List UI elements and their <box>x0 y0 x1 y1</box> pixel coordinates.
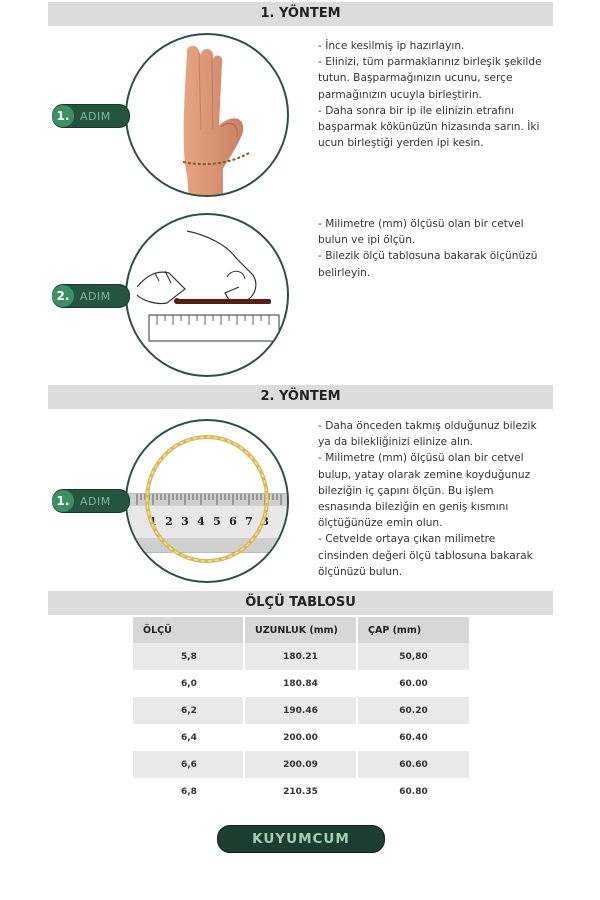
cell-length: 200.00 <box>283 732 318 743</box>
desc-line: bulun ve ipi ölçün. <box>318 234 416 247</box>
method2-title: 2. YÖNTEM <box>48 385 553 409</box>
cell-length: 190.46 <box>245 697 356 724</box>
desc-line: - Daha önceden takmış olduğunuz bilezik <box>318 420 537 432</box>
ruler-number: 3 <box>181 515 189 528</box>
desc-line: başparmak kökünüzün hizasında sarın. İki <box>318 121 540 134</box>
cell-size: 6,2 <box>133 697 243 724</box>
method2-step1-description <box>318 418 558 580</box>
bracelet-ruler-illustration <box>125 419 289 583</box>
ruler-number: 5 <box>213 515 221 528</box>
cell-diameter: 50,80 <box>358 643 469 670</box>
desc-line: - Bilezik ölçü tablosuna bakarak ölçünüzü <box>318 250 538 263</box>
column-header-diameter: ÇAP (mm) <box>358 617 469 643</box>
table-row <box>133 670 469 697</box>
desc-line: bileziğin iç çapını ölçün. Bu işlem <box>318 484 494 497</box>
hand-wrap-illustration <box>125 33 289 197</box>
ruler-number: 1 <box>149 515 157 528</box>
cell-size: 6,0 <box>181 678 197 689</box>
desc-line: ya da bilekliğinizi elinize alın. <box>318 436 474 449</box>
desc-line: ucun birleştiği yerden ipi kesin. <box>318 137 484 150</box>
step1-description <box>318 38 558 151</box>
desc-line: cinsinden değeri ölçü tablosuna bakarak <box>318 549 533 562</box>
desc-line: bulup, yatay olarak zemine koyduğunuz <box>318 468 531 481</box>
cell-diameter: 60.20 <box>358 697 469 724</box>
desc-line: - Milimetre (mm) ölçüsü olan bir cetvel <box>318 218 524 230</box>
ruler-number: 6 <box>229 515 237 528</box>
cell-size: 6,6 <box>133 751 243 778</box>
cell-size: 6,4 <box>181 732 197 743</box>
desc-line: tutun. Başparmağınızın ucunu, serçe <box>318 72 513 85</box>
desc-line: ölçtüğünüze emin olun. <box>318 517 443 530</box>
desc-line: ölçünüzü bulun. <box>318 565 403 578</box>
step2-description <box>318 216 558 281</box>
desc-line: - Elinizi, tüm parmaklarınız birleşik şekilde <box>318 56 542 69</box>
cell-length: 180.21 <box>245 643 356 670</box>
step2-badge <box>52 284 130 308</box>
step1-badge <box>52 104 130 128</box>
step-label: ADIM <box>80 289 111 303</box>
desc-line: parmağınızın ucuyla birleştirin. <box>318 88 482 101</box>
table-row <box>133 724 469 751</box>
table-header-row <box>133 617 469 643</box>
cell-diameter: 60.00 <box>399 678 428 689</box>
step-number: 2. <box>52 285 74 307</box>
cell-diameter: 60.80 <box>399 786 428 797</box>
cell-diameter: 60.60 <box>358 751 469 778</box>
ruler-number: 8 <box>261 515 269 528</box>
desc-line: belirleyin. <box>318 266 371 279</box>
cell-length: 200.09 <box>245 751 356 778</box>
table-row <box>133 697 469 724</box>
step-number: 1. <box>52 105 74 127</box>
cell-length: 180.84 <box>283 678 318 689</box>
table-row <box>133 751 469 778</box>
step-number: 1. <box>52 490 74 512</box>
ruler-number: 2 <box>165 515 173 528</box>
size-table-title: ÖLÇÜ TABLOSU <box>48 591 553 615</box>
method2-step1-badge <box>52 489 130 513</box>
brand-logo: KUYUMCUM <box>217 825 385 853</box>
table-row <box>133 643 469 670</box>
desc-line: - İnce kesilmiş ip hazırlayın. <box>318 40 465 52</box>
desc-line: esnasında bileziğin en geniş kısmını <box>318 501 509 514</box>
ruler-number: 7 <box>245 515 253 528</box>
method1-title: 1. YÖNTEM <box>48 2 553 26</box>
step-label: ADIM <box>80 494 111 508</box>
column-header-length: UZUNLUK (mm) <box>245 617 356 643</box>
table-row <box>133 778 469 805</box>
size-table <box>131 617 471 805</box>
step-label: ADIM <box>80 109 111 123</box>
column-header-size: ÖLÇÜ <box>133 617 243 643</box>
cell-diameter: 60.40 <box>399 732 428 743</box>
ruler-string-illustration <box>125 213 289 377</box>
cell-length: 210.35 <box>283 786 318 797</box>
desc-line: - Daha sonra bir ip ile elinizin etrafını <box>318 104 515 117</box>
desc-line: - Milimetre (mm) ölçüsü olan bir cetvel <box>318 452 524 465</box>
cell-size: 6,8 <box>181 786 197 797</box>
ruler-number: 4 <box>197 515 205 528</box>
cell-size: 5,8 <box>133 643 243 670</box>
desc-line: - Cetvelde ortaya çıkan milimetre <box>318 533 496 546</box>
